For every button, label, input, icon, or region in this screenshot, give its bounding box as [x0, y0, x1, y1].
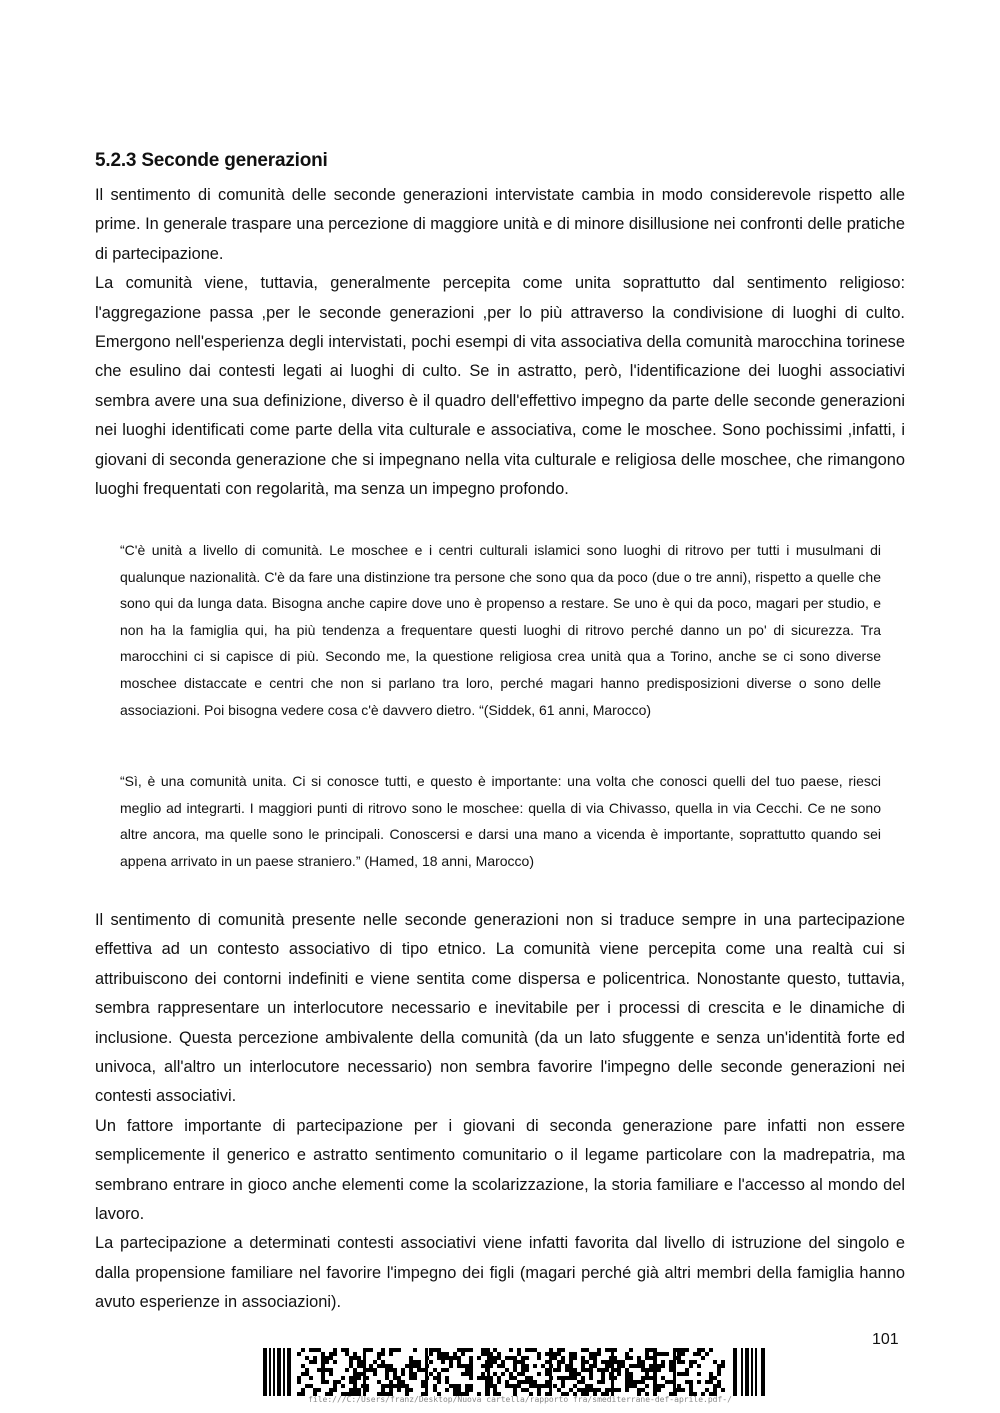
page-number: 101	[872, 1331, 899, 1348]
quote-text: “C'è unità a livello di comunità. Le moschee e i centri culturali islamici sono luoghi di ritrovo per tutti i musulmani di qualunque nazionalità. C'è da fare una distinzione tra persone che sono qua da poco (due o tre anni), rispetto a quelle che sono qui da lunga data. Bisogna anche capire dove uno è propenso a restare. Se uno è qui da poco, magari per studio, e non ha la famiglia qui, ha più tendenza a frequentare questi luoghi di ritrovo perché danno un po' di sicurezza. Tra marocchini ci si capisce di più. Secondo me, la questione religiosa crea unità qua a Torino, anche se ci sono diverse moschee distaccate e centri che non si parlano tra loro, perché magari hanno predisposizioni diverse o sono delle associazioni. Poi bisogna vedere cosa c'è davvero dietro. “(Siddek, 61 anni, Marocco)	[120, 542, 881, 718]
paragraph: Il sentimento di comunità delle seconde generazioni intervistate cambia in modo considerevole rispetto alle prime. In generale traspare una percezione di maggiore unità e di minore disillusione nei confronti delle pratiche di partecipazione.	[95, 186, 905, 263]
paragraph: Il sentimento di comunità presente nelle seconde generazioni non si traduce sempre in una partecipazione effettiva ad un contesto associativo di tipo etnico. La comunità viene percepita come una realtà cui si attribuiscono dei contorni indefiniti e viene sentita come dispersa e policentrica. Nonostante questo, tuttavia, sembra rappresentare un interlocutore necessario e inevitabile per i processi di crescita e le dinamiche di inclusione. Questa percezione ambivalente della comunità (da un lato sfuggente e senza un'identità forte ed univoca, all'altro un interlocutore necessario) non sembra favorire l'impegno delle seconde generazioni nei contesti associativi.	[95, 911, 905, 1106]
section-heading: 5.2.3 Seconde generazioni	[95, 150, 328, 171]
interview-quote	[120, 537, 881, 723]
barcode-icon	[263, 1348, 767, 1396]
closing-text	[95, 906, 905, 1318]
paragraph: La partecipazione a determinati contesti associativi viene infatti favorita dal livello di istruzione del singolo e dalla propensione familiare nel favorire l'impegno dei figli (magari perché già altri membri della famiglia hanno avuto esperienze in associazioni).	[95, 1234, 905, 1312]
paragraph: Un fattore importante di partecipazione per i giovani di seconda generazione pare infatti non essere semplicemente il generico e astratto sentimento comunitario o il legame particolare con la madrepatria, ma sembrano entrare in gioco anche elementi come la scolarizzazione, la storia familiare e l'accesso al mondo del lavoro.	[95, 1116, 905, 1224]
interview-quote	[120, 768, 881, 874]
paragraph: La comunità viene, tuttavia, generalmente percepita come unita soprattutto dal sentimento religioso: l'aggregazione passa ,per le seconde generazioni ,per lo più attraverso la condivisione di luoghi di culto. Emergono nell'esperienza degli intervistati, pochi esempi di vita associativa della comunità marocchina torinese che esulino dai contesti legati ai luoghi di culto. Se in astratto, però, l'identificazione dei luoghi associativi sembra avere una sua definizione, diverso è il quadro dell'effettivo impegno da parte delle seconde generazioni nei luoghi identificati come parte della vita culturale e associativa, come le moschee. Sono pochissimi ,infatti, i giovani di seconda generazione che si impegnano nella vita culturale e religiosa delle moschee, che rimangono luoghi frequentati con regolarità, ma senza un impegno profondo.	[95, 274, 905, 499]
file-path-footer: file:///C:/Users/franz/Desktop/Nuova cartella/rapporto fra/smediterrane-def-aprile.pdf-/	[308, 1395, 732, 1404]
quote-text: “Sì, è una comunità unita. Ci si conosce tutti, e questo è importante: una volta che conosci quelli del tuo paese, riesci meglio ad integrarti. I maggiori punti di ritrovo sono le moschee: quella di via Chivasso, quella in via Cecchi. Ce ne sono altre ancora, ma quelle sono le principali. Conoscersi e darsi una mano a vicenda è importante, soprattutto quando sei appena arrivato in un paese straniero.” (Hamed, 18 anni, Marocco)	[120, 773, 881, 869]
intro-text	[95, 181, 905, 504]
